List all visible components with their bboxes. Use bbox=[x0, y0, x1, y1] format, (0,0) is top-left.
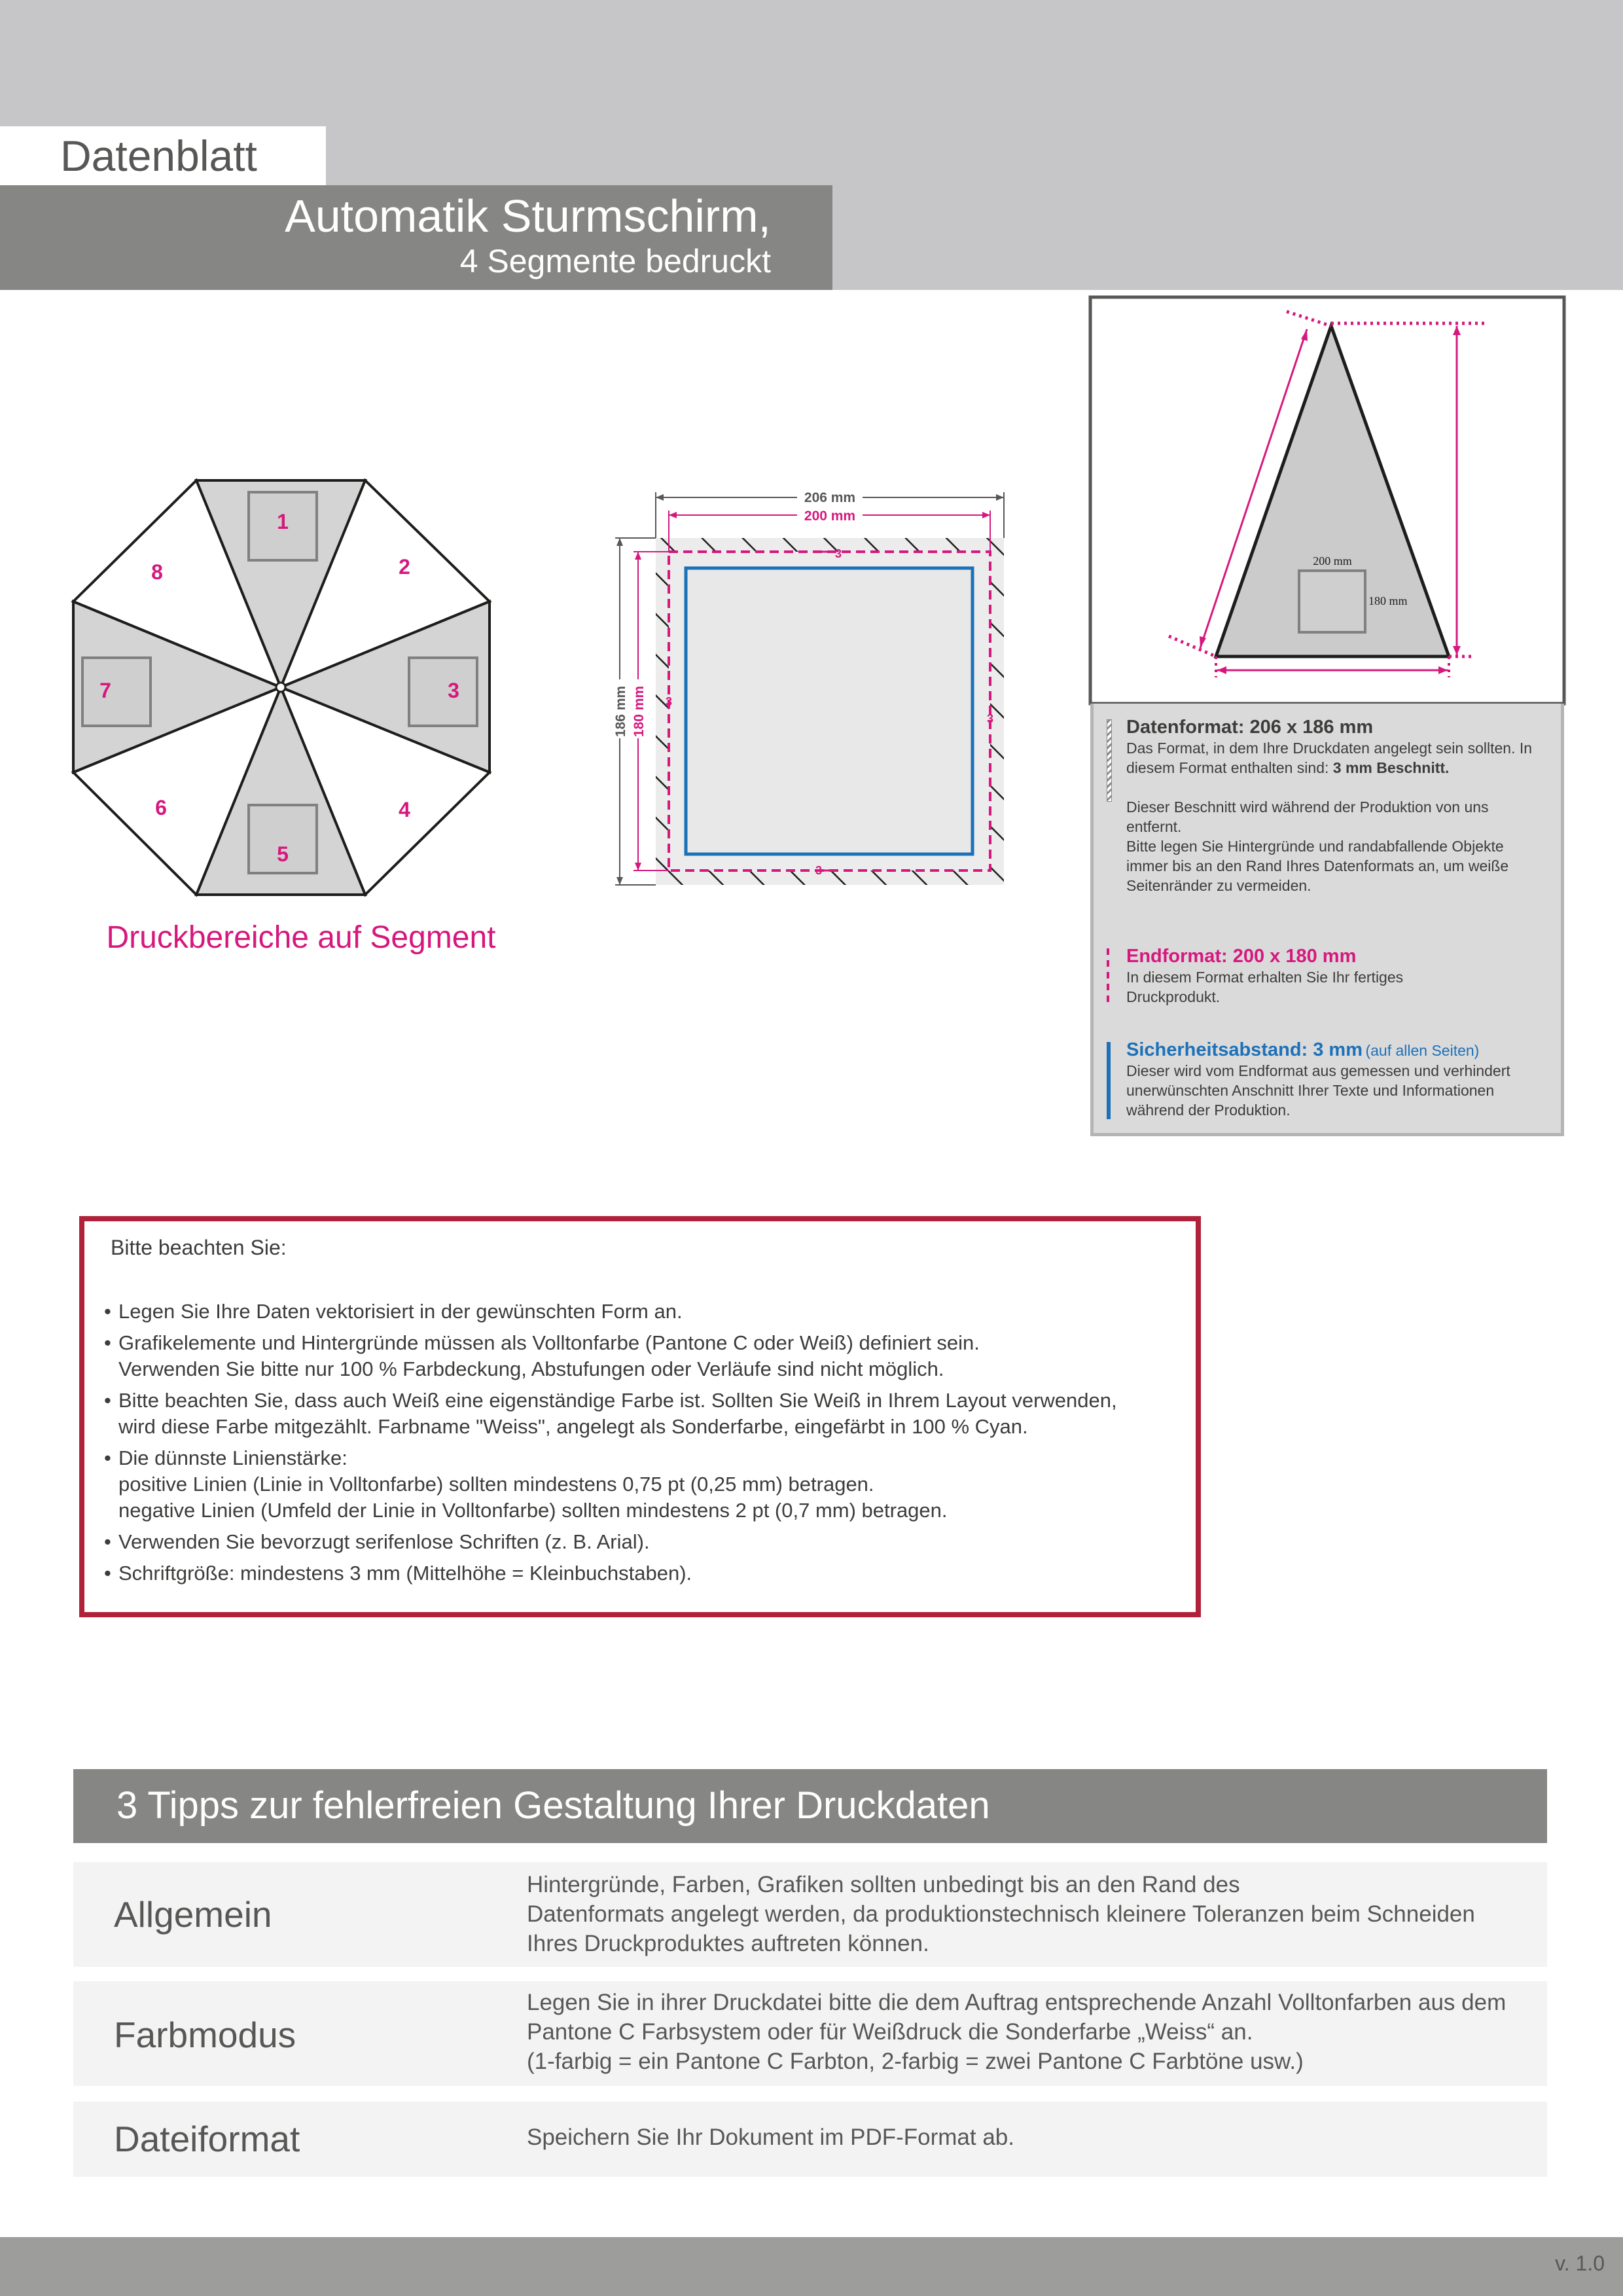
notice-line: positive Linien (Linie in Volltonfarbe) sollten mindestens 0,75 pt (0,25 mm) betragen. bbox=[118, 1473, 874, 1496]
beschnitt-line: Dieser Beschnitt wird während der Produktion von uns bbox=[1126, 798, 1489, 816]
sicherheit-suffix: (auf allen Seiten) bbox=[1365, 1042, 1480, 1059]
tip-line: Hintergründe, Farben, Grafiken sollten unbedingt bis an den Rand des bbox=[527, 1872, 1240, 1897]
endformat-marker bbox=[1107, 948, 1109, 1006]
segment-number: 4 bbox=[399, 798, 410, 821]
tip-line: Ihres Druckproduktes auftreten können. bbox=[527, 1931, 929, 1956]
endformat-info bbox=[1126, 946, 1545, 1007]
datenformat-bold: 3 mm Beschnitt. bbox=[1332, 759, 1450, 776]
safety-frame bbox=[686, 568, 972, 854]
tip-row-dateiformat bbox=[73, 2102, 1547, 2177]
tip-row-farbmodus bbox=[73, 1981, 1547, 2086]
datenformat-info bbox=[1126, 717, 1545, 895]
triangle-height-label: 180 mm bbox=[1368, 594, 1408, 607]
notice-list bbox=[104, 1299, 1177, 1592]
tip-line: Datenformats angelegt werden, da produktionstechnisch kleinere Toleranzen beim Schneiden bbox=[527, 1901, 1475, 1927]
segment-number: 5 bbox=[277, 842, 289, 866]
format-diagram bbox=[612, 488, 1004, 885]
page-title: Automatik Sturmschirm, bbox=[285, 190, 771, 242]
sicherheit-line: unerwünschten Anschnitt Ihrer Texte und Informationen bbox=[1126, 1082, 1495, 1099]
info-panel bbox=[1090, 704, 1564, 1136]
notice-line: • Legen Sie Ihre Daten vektorisiert in der gewünschten Form an. bbox=[118, 1300, 683, 1323]
sicherheit-line: während der Produktion. bbox=[1126, 1102, 1291, 1119]
endformat-line: Druckprodukt. bbox=[1126, 988, 1221, 1005]
inner-height-label: 180 mm bbox=[632, 685, 647, 738]
footer-band bbox=[0, 2237, 1623, 2296]
umbrella-diagram bbox=[73, 480, 495, 955]
doc-type: Datenblatt bbox=[60, 132, 257, 180]
notice-line: wird diese Farbe mitgezählt. Farbname "Weiss", angelegt als Sonderfarbe, eingefärbt in 100 % Cyan. bbox=[118, 1415, 1028, 1438]
sicherheit-line: Dieser wird vom Endformat aus gemessen und verhindert bbox=[1126, 1062, 1510, 1079]
notice-line: • Schriftgröße: mindestens 3 mm (Mittelhöhe = Kleinbuchstaben). bbox=[118, 1562, 692, 1585]
segment-number: 2 bbox=[399, 555, 410, 579]
notice-line: • Bitte beachten Sie, dass auch Weiß eine eigenständige Farbe ist. Sollten Sie Weiß in Ihrem Layout verwenden, bbox=[118, 1389, 1117, 1412]
notice-box bbox=[79, 1216, 1201, 1617]
notice-line: negative Linien (Umfeld der Linie in Volltonfarbe) sollten mindestens 2 pt (0,7 mm) betragen. bbox=[118, 1499, 948, 1522]
bleed-mark: 3 bbox=[665, 695, 673, 708]
endformat-title: Endformat: 200 x 180 mm bbox=[1126, 946, 1357, 967]
sicherheit-info bbox=[1126, 1039, 1545, 1120]
segment-number: 1 bbox=[277, 510, 289, 533]
segment-number: 3 bbox=[448, 679, 459, 702]
notice-line: Verwenden Sie bitte nur 100 % Farbdeckung, Abstufungen oder Verläufe sind nicht möglich. bbox=[118, 1357, 944, 1380]
version-label: v. 1.0 bbox=[1555, 2251, 1605, 2275]
list-item bbox=[104, 1299, 1177, 1325]
print-area bbox=[409, 658, 477, 726]
datenformat-text: diesem Format enthalten sind: bbox=[1126, 759, 1329, 776]
datenformat-marker bbox=[1107, 719, 1112, 802]
tips-title: 3 Tipps zur fehlerfreien Gestaltung Ihrer Druckdaten bbox=[116, 1784, 990, 1827]
tip-line: Pantone C Farbsystem oder für Weißdruck die Sonderfarbe „Weiss“ an. bbox=[527, 2019, 1253, 2045]
beschnitt-line: immer bis an den Rand Ihres Datenformats an, um weiße bbox=[1126, 857, 1509, 874]
beschnitt-line: Seitenränder zu vermeiden. bbox=[1126, 877, 1311, 894]
notice-line: • Verwenden Sie bevorzugt serifenlose Schriften (z. B. Arial). bbox=[118, 1530, 650, 1553]
inner-width-label: 200 mm bbox=[804, 509, 856, 524]
tip-line: Legen Sie in ihrer Druckdatei bitte die dem Auftrag entsprechende Anzahl Volltonfarben aus dem bbox=[527, 1990, 1507, 2015]
notice-title: Bitte beachten Sie: bbox=[111, 1236, 287, 1259]
datenformat-title: Datenformat: 206 x 186 mm bbox=[1126, 717, 1374, 738]
segment-number: 6 bbox=[155, 796, 167, 819]
notice-line: • Grafikelemente und Hintergründe müssen als Volltonfarbe (Pantone C oder Weiß) definiert sein. bbox=[118, 1331, 980, 1354]
bleed-mark: 3 bbox=[834, 547, 842, 560]
beschnitt-line: entfernt. bbox=[1126, 818, 1182, 835]
segment-number: 7 bbox=[99, 679, 111, 702]
triangle-width-label: 200 mm bbox=[1313, 554, 1352, 567]
outer-width-label: 206 mm bbox=[804, 490, 856, 505]
list-item bbox=[104, 1388, 1177, 1440]
print-area bbox=[82, 658, 151, 726]
page-subtitle: 4 Segmente bedruckt bbox=[459, 243, 771, 279]
sicherheit-marker bbox=[1107, 1042, 1111, 1119]
notice-line: • Die dünnste Linienstärke: bbox=[118, 1446, 348, 1469]
list-item bbox=[104, 1445, 1177, 1524]
tip-label: Farbmodus bbox=[114, 2015, 296, 2055]
segment-diagram bbox=[1090, 297, 1564, 704]
tip-row-allgemein bbox=[73, 1862, 1547, 1967]
bleed-mark: 3 bbox=[986, 712, 994, 725]
tip-line: Speichern Sie Ihr Dokument im PDF-Format ab. bbox=[527, 2125, 1014, 2150]
outer-height-label: 186 mm bbox=[613, 685, 628, 738]
datenformat-text: Das Format, in dem Ihre Druckdaten angelegt sein sollten. In bbox=[1126, 740, 1533, 757]
umbrella-caption: Druckbereiche auf Segment bbox=[106, 920, 496, 955]
tip-label: Allgemein bbox=[114, 1894, 272, 1935]
sicherheit-title: Sicherheitsabstand: 3 mm bbox=[1126, 1039, 1363, 1060]
beschnitt-line: Bitte legen Sie Hintergründe und randabfallende Objekte bbox=[1126, 838, 1504, 855]
list-item bbox=[104, 1560, 1177, 1587]
list-item bbox=[104, 1330, 1177, 1382]
print-area bbox=[1299, 571, 1365, 632]
segment-number: 8 bbox=[151, 560, 163, 584]
endformat-line: In diesem Format erhalten Sie Ihr fertiges bbox=[1126, 969, 1404, 986]
tip-label: Dateiformat bbox=[114, 2119, 300, 2159]
tip-line: (1-farbig = ein Pantone C Farbton, 2-farbig = zwei Pantone C Farbtöne usw.) bbox=[527, 2049, 1304, 2074]
list-item bbox=[104, 1529, 1177, 1555]
bleed-mark: 3 bbox=[815, 864, 823, 877]
